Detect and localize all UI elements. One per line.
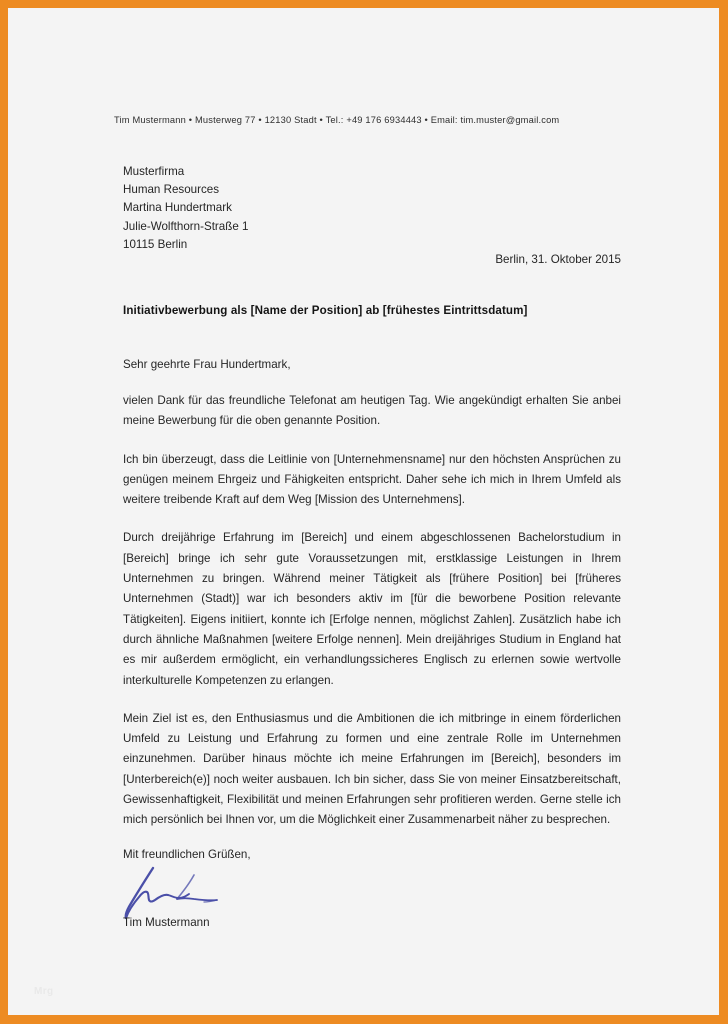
body-paragraph: Mein Ziel ist es, den Enthusiasmus und die Ambitionen die ich mitbringe in einem förderlichen Umfeld zu Leistung und Erfahrung zu formen und eine zentrale Rolle im Unternehmen einzunehmen. Darüber hinaus möchte ich meine Erfahrungen im [Bereich], besonders im [Unterbereich(e)] noch weiter ausbauen. Ich bin sicher, dass Sie von meiner Einsatzbereitschaft, Gewissenhaftigkeit, Flexibilität und meinen Erfahrungen sehr profitieren werden. Gerne stelle ich mich persönlich bei Ihnen vor, um die Möglichkeit einer Zusammenarbeit näher zu besprechen. bbox=[123, 711, 621, 827]
salutation: Sehr geehrte Frau Hundertmark, bbox=[123, 358, 291, 371]
recipient-street: Julie-Wolfthorn-Straße 1 bbox=[123, 219, 249, 233]
cover-letter-document bbox=[8, 8, 719, 1015]
body-paragraph: Durch dreijährige Erfahrung im [Bereich] und einem abgeschlossenen Bachelorstudium in [Bereich] bringe ich sehr gute Voraussetzungen mit, erstklassige Leistungen in Ihrem Unternehmen zu bringen. Während meiner Tätigkeit als [frühere Position] bei [früheres Unternehmen (Stadt)] war ich besonders aktiv im [für die beworbene Position relevante Tätigkeiten]. Eigens initiiert, konnte ich [Erfolge nennen, möglichst Zahlen]. Zusätzlich habe ich durch ähnliche Maßnahmen [weitere Erfolge nennen]. Mein dreijähriges Studium in England hat es mir außerdem ermöglicht, ein verhandlungssicheres Englisch zu erlernen sowie wertvolle interkulturelle Kompetenzen zu erlangen. bbox=[123, 531, 621, 687]
recipient-company: Musterfirma bbox=[123, 165, 185, 178]
recipient-address-block bbox=[123, 163, 248, 254]
recipient-department: Human Resources bbox=[123, 183, 220, 197]
letter-sheet bbox=[8, 8, 719, 1015]
body-paragraph: Ich bin überzeugt, dass die Leitlinie von [Unternehmensname] nur den höchsten Ansprüchen zu genügen meinem Ehrgeiz und Fähigkeiten entspricht. Daher sehe ich mich in Ihrem Umfeld als weitere treibende Kraft auf dem Weg [Mission des Unternehmens]. bbox=[123, 452, 621, 507]
recipient-city: 10115 Berlin bbox=[123, 237, 188, 251]
closing-phrase: Mit freundlichen Grüßen, bbox=[123, 848, 251, 861]
subject-line: Initiativbewerbung als [Name der Position] ab [frühestes Eintrittsdatum] bbox=[123, 304, 528, 317]
body-paragraph: vielen Dank für das freundliche Telefonat am heutigen Tag. Wie angekündigt erhalten Sie anbei meine Bewerbung für die oben genannte Position. bbox=[123, 394, 621, 428]
letter-body bbox=[123, 391, 621, 831]
recipient-contact-person: Martina Hundertmark bbox=[123, 201, 232, 215]
signer-name: Tim Mustermann bbox=[123, 916, 210, 929]
place-and-date: Berlin, 31. Oktober 2015 bbox=[495, 253, 621, 266]
page-watermark: Mrg bbox=[34, 986, 54, 997]
sender-contact-line: Tim Mustermann • Musterweg 77 • 12130 Stadt • Tel.: +49 176 6934443 • Email: tim.muster@gmail.com bbox=[114, 115, 560, 125]
